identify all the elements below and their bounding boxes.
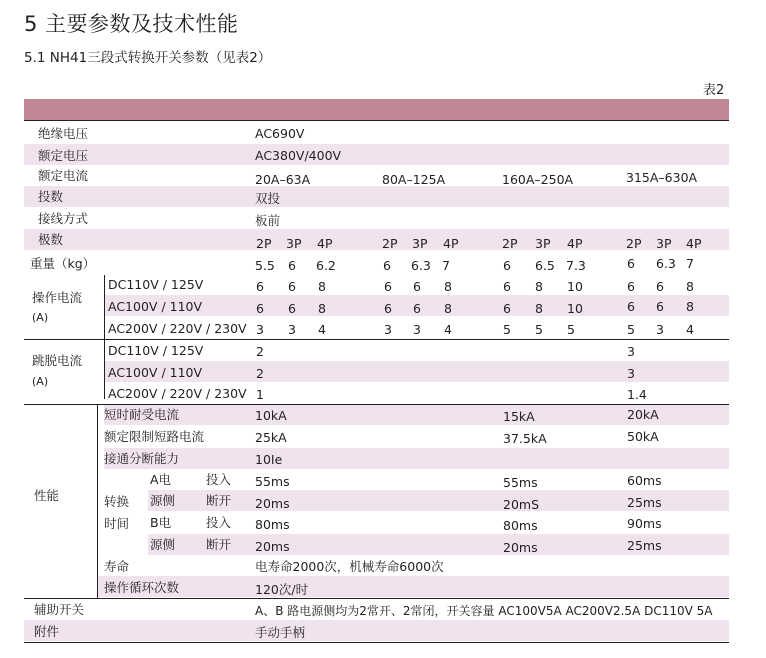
switch-time-value: 20mS (503, 497, 540, 512)
section-heading: 5 主要参数及技术性能 (24, 12, 239, 36)
row-band (104, 448, 729, 469)
switch-time-value: 55ms (255, 474, 290, 489)
operating-current-label: 操作电流 (32, 290, 83, 305)
table-header-bar (24, 99, 729, 120)
poles-value: 2P (256, 236, 272, 251)
operating-voltage-label: AC200V / 220V / 230V (108, 321, 247, 336)
operating-current-value: 3 (288, 322, 296, 337)
throw-value: 双投 (255, 191, 281, 206)
side-label: 源侧 (150, 537, 176, 552)
operating-current-value: 6 (288, 301, 296, 316)
operating-current-value: 6 (384, 279, 392, 294)
table-rule (24, 404, 729, 405)
operating-current-value: 3 (413, 322, 421, 337)
a-source-label: A电 (150, 472, 172, 487)
insulation-voltage-label: 绝缘电压 (38, 126, 89, 141)
accessory-value: 手动手柄 (255, 625, 306, 640)
table-rule (24, 598, 729, 599)
column-rule (97, 404, 98, 598)
switch-time-value: 60ms (627, 473, 662, 488)
operating-current-value: 5 (627, 322, 635, 337)
table-rule (24, 339, 729, 340)
cycles-value: 120次/时 (255, 582, 309, 597)
operating-current-value: 3 (384, 322, 392, 337)
trip-current-value: 2 (256, 344, 264, 359)
wiring-label: 接线方式 (38, 211, 89, 226)
b-source-label: B电 (150, 515, 172, 530)
operating-current-value: 6 (503, 301, 511, 316)
operating-current-value: 6 (384, 301, 392, 316)
insulation-voltage-value: AC690V (255, 126, 305, 141)
weight-value: 6.5 (535, 258, 555, 273)
operating-current-value: 6 (413, 301, 421, 316)
switch-time-label: 转换 (104, 494, 130, 509)
rated-current-value: 80A–125A (382, 172, 446, 187)
switch-time-value: 20ms (255, 496, 290, 511)
weight-value: 6.2 (316, 258, 336, 273)
weight-value: 7 (442, 258, 450, 273)
trip-voltage-label: DC110V / 125V (108, 343, 204, 358)
operating-current-value: 6 (288, 279, 296, 294)
table-rule (24, 120, 729, 121)
table-rule (24, 642, 729, 643)
poles-value: 3P (656, 236, 672, 251)
poles-value: 3P (535, 236, 551, 251)
operating-current-value: 6 (256, 301, 264, 316)
switch-time-value: 25ms (627, 538, 662, 553)
weight-value: 6 (627, 256, 635, 271)
row-band (24, 144, 729, 165)
operating-current-value: 5 (567, 322, 575, 337)
trip-current-value: 3 (627, 344, 635, 359)
weight-value: 6.3 (411, 258, 431, 273)
poles-value: 4P (567, 236, 583, 251)
row-band (24, 229, 729, 250)
operating-current-value: 8 (444, 279, 452, 294)
accessory-label: 附件 (34, 624, 60, 639)
off-label: 断开 (206, 493, 232, 508)
trip-voltage-label: AC200V / 220V / 230V (108, 386, 247, 401)
throw-label: 投数 (38, 189, 64, 204)
rated-current-label: 额定电流 (38, 168, 89, 183)
operating-current-value: 6 (656, 279, 664, 294)
poles-value: 2P (626, 236, 642, 251)
operating-current-value: 8 (535, 279, 543, 294)
switch-time-value: 20ms (255, 539, 290, 554)
weight-value: 5.5 (255, 258, 275, 273)
row-band (24, 186, 729, 207)
poles-value: 3P (412, 236, 428, 251)
poles-value: 2P (502, 236, 518, 251)
making-label: 接通分断能力 (104, 451, 180, 466)
row-band (97, 576, 729, 597)
operating-current-value: 4 (686, 322, 694, 337)
off-label: 断开 (206, 537, 232, 552)
rated-voltage-label: 额定电压 (38, 148, 89, 163)
operating-current-value: 5 (503, 322, 511, 337)
cycles-label: 操作循环次数 (104, 580, 180, 595)
rated-voltage-value: AC380V/400V (255, 148, 342, 163)
trip-current-value: 1 (256, 387, 264, 402)
poles-value: 4P (686, 236, 702, 251)
trip-current-value: 3 (627, 366, 635, 381)
operating-current-value: 3 (656, 322, 664, 337)
on-label: 投入 (206, 515, 232, 530)
trip-current-value: 2 (256, 366, 264, 381)
operating-current-value: 6 (413, 279, 421, 294)
operating-current-value: 6 (503, 279, 511, 294)
limiting-value: 37.5kA (503, 431, 547, 446)
operating-current-value: 4 (444, 322, 452, 337)
auxiliary-value: A、B 路电源侧均为2常开、2常闭，开关容量 AC100V5A AC200V2.5A DC110V 5A (255, 604, 713, 618)
poles-label: 极数 (38, 232, 64, 247)
operating-current-value: 8 (318, 301, 326, 316)
operating-current-value: 10 (567, 279, 583, 294)
operating-current-value: 8 (444, 301, 452, 316)
switch-time-value: 20ms (503, 540, 538, 555)
table-number: 表2 (703, 83, 725, 98)
trip-current-unit: (A) (32, 375, 49, 388)
rated-current-value: 315A–630A (626, 170, 698, 185)
operating-current-value: 4 (318, 322, 326, 337)
operating-current-value: 3 (256, 322, 264, 337)
subsection-heading: 5.1 NH41三段式转换开关参数（见表2） (24, 50, 272, 66)
switch-time-label: 时间 (104, 516, 130, 531)
rated-current-value: 20A–63A (255, 172, 311, 187)
operating-current-value: 8 (686, 279, 694, 294)
limiting-value: 25kA (255, 430, 287, 445)
operating-current-value: 5 (535, 322, 543, 337)
short-time-value: 15kA (503, 409, 535, 424)
operating-current-value: 8 (318, 279, 326, 294)
poles-value: 2P (382, 236, 398, 251)
short-time-value: 10kA (255, 408, 287, 423)
performance-label: 性能 (34, 488, 60, 503)
operating-current-value: 8 (535, 301, 543, 316)
column-rule (104, 275, 105, 399)
switch-time-value: 80ms (503, 518, 538, 533)
limiting-label: 额定限制短路电流 (104, 429, 205, 444)
weight-value: 7 (686, 256, 694, 271)
operating-current-value: 6 (656, 299, 664, 314)
operating-current-value: 6 (627, 279, 635, 294)
poles-value: 3P (286, 236, 302, 251)
side-label: 源侧 (150, 493, 176, 508)
switch-time-value: 90ms (627, 516, 662, 531)
operating-current-value: 6 (256, 279, 264, 294)
switch-time-value: 25ms (627, 495, 662, 510)
weight-value: 7.3 (566, 258, 586, 273)
poles-value: 4P (317, 236, 333, 251)
weight-label: 重量（kg） (30, 256, 96, 271)
poles-value: 4P (443, 236, 459, 251)
trip-current-label: 跳脱电流 (32, 353, 83, 368)
trip-voltage-label: AC100V / 110V (108, 365, 203, 380)
operating-current-value: 6 (627, 299, 635, 314)
weight-value: 6 (503, 258, 511, 273)
auxiliary-label: 辅助开关 (34, 602, 85, 617)
making-value: 10Ie (255, 452, 283, 467)
life-value: 电寿命2000次，机械寿命6000次 (255, 559, 444, 574)
short-time-label: 短时耐受电流 (104, 407, 180, 422)
operating-current-value: 8 (686, 299, 694, 314)
operating-current-value: 10 (567, 301, 583, 316)
operating-voltage-label: AC100V / 110V (108, 299, 203, 314)
operating-current-unit: (A) (32, 311, 49, 324)
on-label: 投入 (206, 472, 232, 487)
limiting-value: 50kA (627, 429, 659, 444)
rated-current-value: 160A–250A (502, 172, 574, 187)
switch-time-value: 80ms (255, 517, 290, 532)
operating-voltage-label: DC110V / 125V (108, 277, 204, 292)
short-time-value: 20kA (627, 407, 659, 422)
row-band (24, 620, 729, 641)
weight-value: 6 (383, 258, 391, 273)
weight-value: 6 (288, 258, 296, 273)
life-label: 寿命 (104, 559, 130, 574)
wiring-value: 板前 (255, 213, 281, 228)
trip-current-value: 1.4 (627, 387, 647, 402)
weight-value: 6.3 (656, 256, 676, 271)
switch-time-value: 55ms (503, 475, 538, 490)
